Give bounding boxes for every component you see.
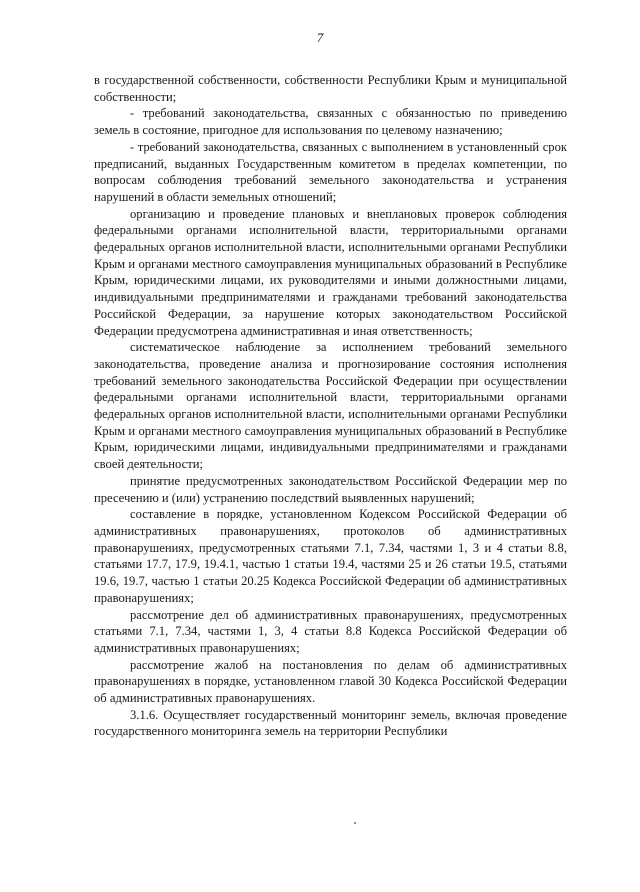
paragraph: принятие предусмотренных законодательством Российской Федерации мер по пресечению и (или) устранению последствий выявленных нарушений; [94, 473, 567, 505]
paragraph: рассмотрение жалоб на постановления по делам об административных правонарушениях в порядке, установленном главой 30 Кодекса Российской Федерации об административных правонарушениях. [94, 657, 567, 706]
list-item: - требований законодательства, связанных с обязанностью по приведению земель в состояние, пригодное для использования по целевому назначению; [94, 106, 567, 138]
paragraph: систематическое наблюдение за исполнением требований земельного законодательства, проведение анализа и прогнозирование состояния исполнения требований земельного законодательства Российской Федерации при осуществлении федеральными органами исполнительной власти, территориальными органами федеральных органов исполнительной власти, исполнительными органами Республики Крым и органами местного самоуправления муниципальных образований в Республике Крым, юридическими лицами, индивидуальными предпринимателями и гражданами своей деятельности; [94, 340, 567, 472]
paragraph: 3.1.6. Осуществляет государственный мониторинг земель, включая проведение государственного мониторинга земель на территории Республики [94, 707, 567, 739]
list-item: - требований законодательства, связанных с выполнением в установленный срок предписаний, выданных Государственным комитетом в пределах компетенции, по вопросам соблюдения требований земельного законодательства и устранения нарушений в области земельных отношений; [94, 139, 567, 204]
paragraph: в государственной собственности, собственности Республики Крым и муниципальной собственности; [94, 73, 567, 104]
page-number: 7 [316, 30, 324, 45]
paragraph: организацию и проведение плановых и внеплановых проверок соблюдения федеральными органами исполнительной власти, территориальными органами федеральных органов исполнительной власти, исполнительными органами Республики Крым и органами местного самоуправления муниципальных образований в Республике Крым, юридическими лицами, их руководителями и иными должностными лицами, индивидуальными предпринимателями и гражданами требований законодательства Российской Федерации, за нарушение которых законодательством Российской Федерации предусмотрена административная и иная ответственность; [94, 206, 567, 338]
paragraph: составление в порядке, установленном Кодексом Российской Федерации об административных правонарушениях, протоколов об административных правонарушениях, предусмотренных статьями 7.1, 7.34, частями 1, 3 и 4 статьи 8.8, статьями 17.7, 17.9, 19.4.1, частью 1 статьи 19.4, частями 25 и 26 статьи 19.5, статьями 19.6, 19.7, частью 1 статьи 20.25 Кодекса Российской Федерации об административных правонарушениях; [94, 507, 567, 605]
document-body [94, 72, 567, 740]
paragraph: рассмотрение дел об административных правонарушениях, предусмотренных статьями 7.1, 7.34, частями 1, 3, 4 статьи 8.8 Кодекса Российской Федерации об административных правонарушениях; [94, 607, 567, 655]
scan-speck [354, 822, 356, 824]
